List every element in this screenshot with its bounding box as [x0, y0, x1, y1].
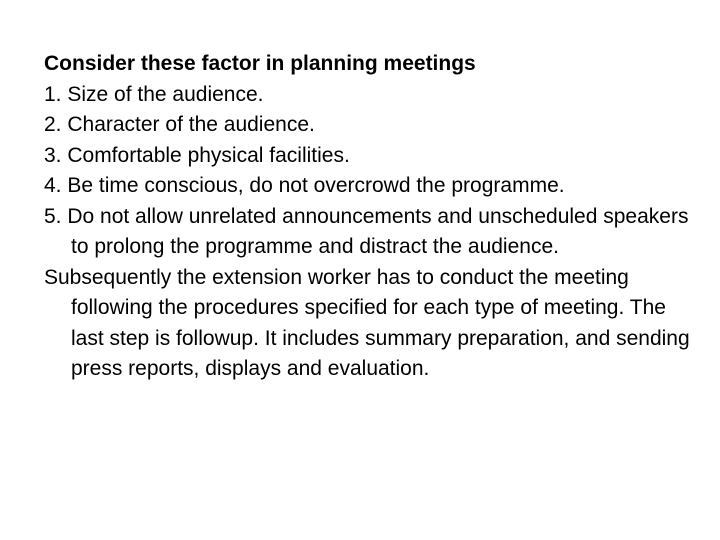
slide-heading: Consider these factor in planning meetings	[44, 52, 476, 75]
list-item-1: 1. Size of the audience.	[44, 82, 264, 106]
summary-paragraph: Subsequently the extension worker has to conduct the meeting following the procedures specified for each type of meeting. The last step is followup. It includes summary preparation, and sending press reports, displays and evaluation.	[44, 265, 690, 380]
slide-body	[44, 49, 694, 385]
list-item-3: 3. Comfortable physical facilities.	[44, 143, 350, 167]
list-item-2: 2. Character of the audience.	[44, 113, 315, 136]
list-item-5: 5. Do not allow unrelated announcements and unscheduled speakers to prolong the programme and distract the audience.	[44, 204, 689, 258]
list-item-4: 4. Be time conscious, do not overcrowd the programme.	[44, 174, 565, 197]
